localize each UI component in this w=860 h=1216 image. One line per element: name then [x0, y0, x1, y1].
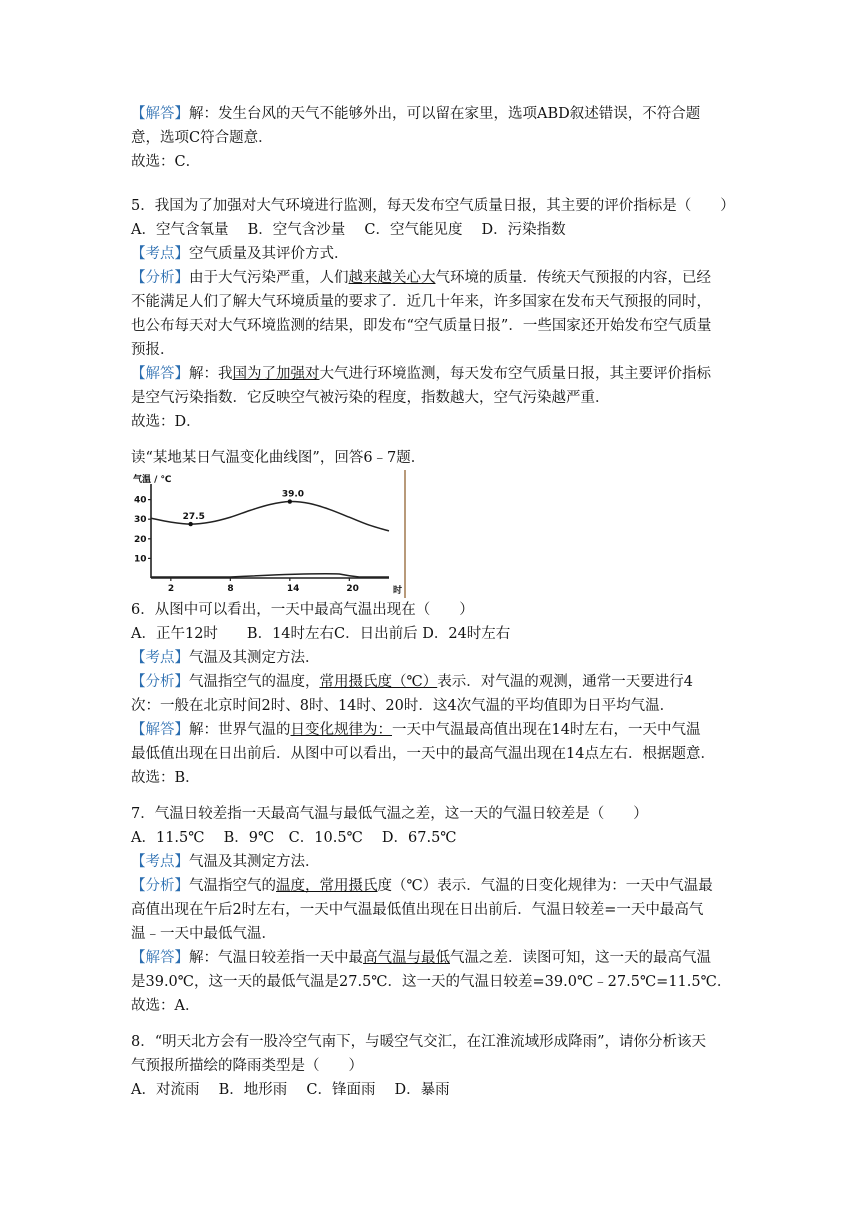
q4-answer-line-2: 意，选项C符合题意． — [131, 130, 273, 146]
kaodian-text: 气温及其测定方法． — [189, 854, 320, 870]
fenxi-text: 由于大气污染严重，人们 — [189, 270, 349, 286]
answer-tag: 【解答】 — [131, 106, 189, 122]
fenxi-tag: 【分析】 — [131, 270, 189, 286]
x-tick-label: 20 — [346, 584, 359, 594]
q6-jieda-line-2: 最低值出现在日出前后．从图中可以看出，一天中的最高气温出现在14点左右．根据题意． — [131, 746, 715, 762]
fenxi-tag: 【分析】 — [131, 674, 189, 690]
fenxi-text: 度（℃）表示．气温的日变化规律为：一天中气温最 — [377, 878, 713, 894]
fenxi-text: 表示．对气温的观测，通常一天要进行4 — [437, 674, 693, 690]
annotation-point — [188, 522, 192, 526]
annotation-label: 27.5 — [182, 512, 205, 523]
q7-fenxi-line-2: 高值出现在午后2时左右，一天中气温最低值出现在日出前后．气温日较差=一天中最高气 — [131, 902, 704, 918]
x-tick-label: 14 — [286, 584, 300, 594]
y-tick-label: 10 — [134, 554, 147, 565]
jieda-text: 大气进行环境监测，每天发布空气质量日报，其主要评价指标 — [319, 366, 711, 382]
q6-options: A．正午12时 B．14时左右C．日出前后 D．24时左右 — [131, 626, 511, 642]
q7-jieda-line-1 — [131, 948, 711, 968]
jieda-underlined: 国为了加强对 — [232, 366, 320, 382]
annotation-point — [288, 499, 292, 503]
q4-answer-line-1 — [131, 104, 700, 124]
fenxi-text: 气温指空气的 — [189, 878, 276, 894]
q5-fenxi-line-1 — [131, 268, 711, 288]
q7-kaodian — [131, 852, 320, 872]
q8-options: A．对流雨 B．地形雨 C．锋面雨 D．暴雨 — [131, 1082, 450, 1098]
q6-fenxi-line-1 — [131, 672, 693, 692]
fenxi-underlined: 越来越关心大 — [348, 270, 436, 286]
q5-stem: 5．我国为了加强对大气环境进行监测，每天发布空气质量日报，其主要的评价指标是（ ） — [131, 198, 735, 214]
jieda-text: 解：气温日较差指一天中最 — [189, 950, 363, 966]
fenxi-text: 气环境的质量．传统天气预报的内容，已经 — [435, 270, 711, 286]
q6-result: 故选：B． — [131, 770, 200, 786]
fenxi-underlined: 温度，常用摄氏 — [276, 878, 378, 894]
q7-stem: 7．气温日较差指一天最高气温与最低气温之差，这一天的气温日较差是（ ） — [131, 806, 648, 822]
kaodian-tag: 【考点】 — [131, 246, 189, 262]
y-tick-label: 20 — [134, 534, 147, 545]
jieda-text: 一天中气温最高值出现在14时左右，一天中气温 — [392, 722, 701, 738]
q8-stem-line-2: 气预报所描绘的降雨类型是（ ） — [131, 1058, 363, 1074]
kaodian-text: 气温及其测定方法． — [189, 650, 320, 666]
fenxi-underlined: 常用摄氏度（℃） — [319, 674, 438, 690]
q7-result: 故选：A． — [131, 998, 200, 1014]
x-axis-label: 时 — [393, 586, 403, 596]
fenxi-text: 气温指空气的温度， — [189, 674, 320, 690]
q6-fenxi-line-2: 次：一般在北京时间2时、8时、14时、20时．这4次气温的平均值即为日平均气温． — [131, 698, 675, 714]
y-tick-label: 40 — [134, 495, 147, 506]
q7-jieda-line-2: 是39.0℃，这一天的最低气温是27.5℃．这一天的气温日较差=39.0℃﹣27.5℃=11.5℃． — [131, 974, 732, 990]
y-tick-label: 30 — [134, 515, 147, 526]
kaodian-tag: 【考点】 — [131, 854, 189, 870]
q7-fenxi-line-3: 温﹣一天中最低气温． — [131, 926, 276, 942]
read-prompt: 读“某地某日气温变化曲线图”，回答6﹣7题． — [131, 450, 426, 466]
q4-result: 故选：C． — [131, 154, 201, 170]
q8-stem-line-1: 8．“明天北方会有一股冷空气南下，与暖空气交汇，在江淮流域形成降雨”，请你分析该天 — [131, 1034, 707, 1050]
y-axis-label: 气温 / ℃ — [133, 475, 172, 485]
q5-jieda-line-2: 是空气污染指数．它反映空气被污染的程度，指数越大，空气污染越严重． — [131, 390, 610, 406]
q5-fenxi-line-4: 预报． — [131, 342, 175, 358]
q6-stem: 6．从图中可以看出，一天中最高气温出现在（ ） — [131, 602, 474, 618]
jieda-text: 解：世界气温的 — [189, 722, 291, 738]
q6-jieda-line-1 — [131, 720, 700, 740]
jieda-text: 解：我 — [189, 366, 233, 382]
fenxi-tag: 【分析】 — [131, 878, 189, 894]
q7-options: A．11.5℃ B．9℃ C．10.5℃ D．67.5℃ — [131, 830, 457, 846]
q5-jieda-line-1 — [131, 364, 711, 384]
q5-options: A．空气含氧量 B．空气含沙量 C．空气能见度 D．污染指数 — [131, 222, 566, 238]
jieda-tag: 【解答】 — [131, 366, 189, 382]
jieda-tag: 【解答】 — [131, 722, 189, 738]
x-tick-label: 2 — [167, 584, 175, 594]
jieda-underlined: 日变化规律为： — [290, 722, 392, 738]
q5-kaodian — [131, 244, 349, 264]
answer-text: 解：发生台风的天气不能够外出，可以留在家里，选项ABD叙述错误，不符合题 — [189, 106, 701, 122]
jieda-text: 气温之差．读图可知，这一天的最高气温 — [450, 950, 711, 966]
kaodian-text: 空气质量及其评价方式． — [189, 246, 349, 262]
temperature-curve-chart — [131, 470, 409, 598]
q5-result: 故选：D． — [131, 414, 201, 430]
annotation-label: 39.0 — [281, 489, 305, 500]
jieda-tag: 【解答】 — [131, 950, 189, 966]
jieda-underlined: 高气温与最低 — [363, 950, 450, 966]
q6-kaodian — [131, 648, 320, 668]
q5-fenxi-line-3: 也公布每天对大气环境监测的结果，即发布“空气质量日报”．一些国家还开始发布空气质量 — [131, 318, 712, 334]
q7-fenxi-line-1 — [131, 876, 713, 896]
kaodian-tag: 【考点】 — [131, 650, 189, 666]
q5-fenxi-line-2: 不能满足人们了解大气环境质量的要求了．近几十年来，许多国家在发布天气预报的同时， — [131, 294, 711, 310]
x-tick-label: 8 — [227, 584, 234, 594]
